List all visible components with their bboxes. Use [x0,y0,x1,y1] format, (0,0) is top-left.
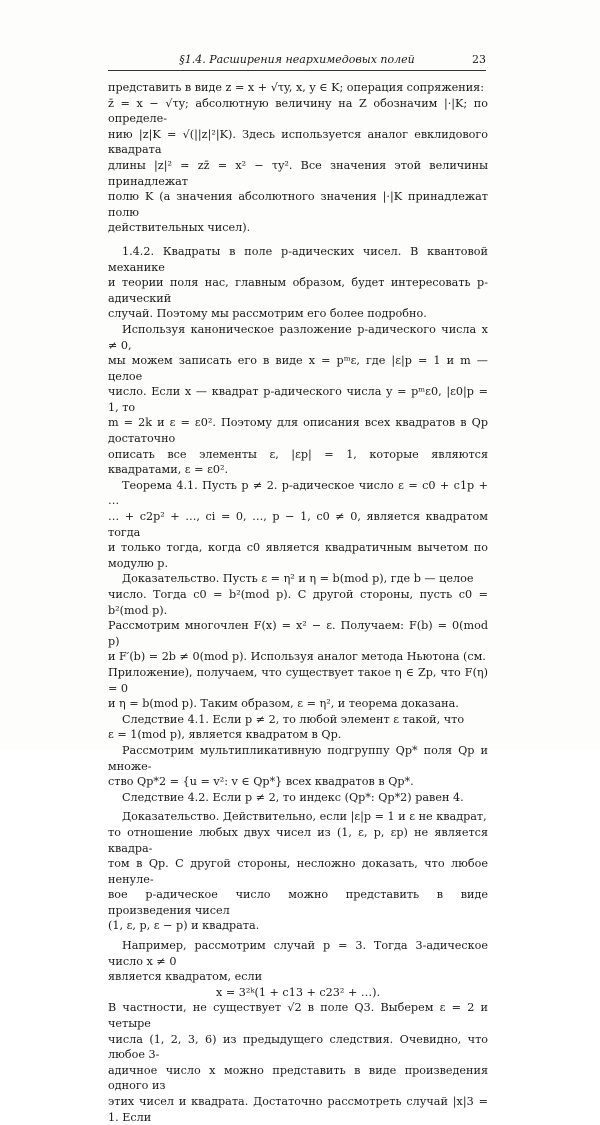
text-line: Рассмотрим многочлен F(x) = x² − ε. Получаем: F(b) = 0(mod p) [108,619,488,648]
text-line: том в Qp. С другой стороны, несложно доказать, что любое ненуле- [108,857,488,886]
text-line: Рассмотрим мультипликативную подгруппу Qp* поля Qp и множе- [108,743,488,773]
text-line: и теории поля нас, главным образом, будет интересовать p-адический [108,276,488,305]
text-line: этих чисел и квадрата. Достаточно рассмотреть случай |x|3 = 1. Если [108,1095,488,1124]
running-title: §1.4. Расширения неархимедовых полей [179,53,415,66]
text-line: Например, рассмотрим случай p = 3. Тогда 3-адическое число x ≠ 0 [108,939,488,968]
text-line: Используя каноническое разложение p-адического числа x ≠ 0, [108,322,488,352]
page-body [108,80,488,1125]
text-line: случай. Поэтому мы рассмотрим его более подробно. [108,307,427,321]
text-line: и F′(b) = 2b ≠ 0(mod p). Используя аналог метода Ньютона (см. [108,650,486,664]
corollary-line: Следствие 4.1. Если p ≠ 2, то любой элемент ε такой, что [122,712,465,726]
text-line: и η = b(mod p). Таким образом, ε = η², и теорема доказана. [108,697,459,711]
text-line: адичное число x можно представить в виде произведения одного из [108,1063,488,1093]
page-number: 23 [472,53,486,66]
text-line: (1, ε, p, ε − p) и квадрата. [108,919,260,933]
text-line: мы можем записать его в виде x = pᵐε, где |ε|p = 1 и m — целое [108,354,488,383]
text-line: является квадратом, если [108,970,263,984]
text-line: число. Если x — квадрат p-адического числа y = pᵐε0, |ε0|p = 1, то [108,385,488,414]
text-line: … + c2p² + …, ci = 0, …, p − 1, c0 ≠ 0, является квадратом тогда [108,510,488,539]
proof-line: Доказательство. Пусть ε = η² и η = b(mod p), где b — целое [122,572,474,586]
text-line: ε = 1(mod p), является квадратом в Qp. [108,728,342,742]
text-line: действительных чисел). [108,221,251,235]
text-line: числа (1, 2, 3, 6) из предыдущего следствия. Очевидно, что любое 3- [108,1032,488,1062]
text-line: представить в виде z = x + √τy, x, y ∈ K; операция сопряжения: [108,81,485,94]
text-line: описать все элементы ε, |εp| = 1, которые являются квадратами, ε = ε0². [108,447,488,477]
text-line: вое p-адическое число можно представить в виде произведения чисел [108,888,488,917]
text-line: и только тогда, когда c0 является квадратичным вычетом по модулю p. [108,541,488,570]
proof-line: Доказательство. Действительно, если |ε|p = 1 и ε не квадрат, [122,810,487,824]
text-line: полю K (а значения абсолютного значения |·|K принадлежат полю [108,190,488,219]
text-line: В частности, не существует √2 в поле Q3. Выберем ε = 2 и четыре [108,1001,488,1031]
section-heading-line: 1.4.2. Квадраты в поле p-адических чисел. В квантовой механике [108,244,488,274]
text-line: m = 2k и ε = ε0². Поэтому для описания всех квадратов в Qp достаточно [108,416,488,446]
text-line: Приложение), получаем, что существует такое η ∈ Zp, что F(η) = 0 [108,665,488,695]
theorem-line: Теорема 4.1. Пусть p ≠ 2. p-адическое число ε = c0 + c1p + … [108,478,488,508]
text-line: z̄ = x − √τy; абсолютную величину на Z обозначим |·|K; по определе- [108,96,488,126]
text-line: нию |z|K = √(||z|²|K). Здесь используется аналог евклидового квадрата [108,127,488,157]
page-header [108,52,486,71]
text-line: число. Тогда c0 = b²(mod p). С другой стороны, пусть c0 = b²(mod p). [108,588,488,617]
text-line: то отношение любых двух чисел из (1, ε, p, εp) не является квадра- [108,825,488,855]
corollary-line: Следствие 4.2. Если p ≠ 2, то индекс (Qp*: Qp*2) равен 4. [122,790,464,804]
text-line: ство Qp*2 = {u = v²: v ∈ Qp*} всех квадратов в Qp*. [108,775,414,789]
text-line: длины |z|² = zz̄ = x² − τy². Все значения этой величины принадлежат [108,158,488,188]
display-formula: x = 3²ᵏ(1 + c13 + c23² + …). [215,985,381,999]
